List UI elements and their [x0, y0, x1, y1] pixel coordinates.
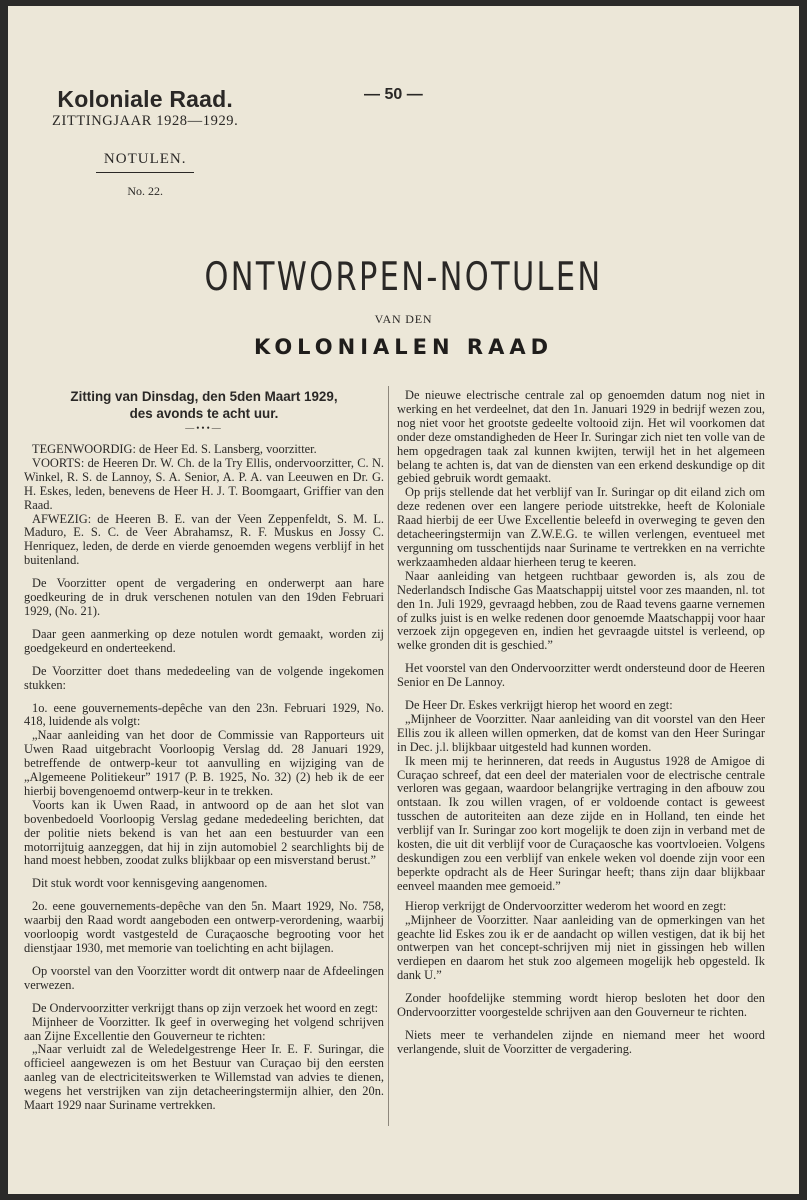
title-connector: VAN DEN	[374, 312, 433, 326]
paragraph-referral: Op voorstel van den Voorzitter wordt dit ontwerp naar de Afdeelingen verwezen.	[24, 963, 384, 992]
paragraph-depeche-1: 1o. eene gouvernements-depêche van den 23n. Februari 1929, No. 418, luidende als volgt:	[24, 700, 384, 729]
document-page	[8, 6, 799, 1194]
paragraph-letter-cont: De nieuwe electrische centrale zal op genoemden datum nog niet in werking en het verdeelnet, dat den 1n. Januari 1929 in bedrijf wezen zou, nog niet voor het grootste gedeelte voltooid zijn. Het wil voorkomen dat onder deze omstandigheden de Heer Ir. Suringar zich niet ten volle van de hem opgedragen taak zal kunnen kwijten, terwijl het in het algemeen belang te achten is, dat van de diensten van een erkend deskundige op dit gebied gebruik wordt gemaakt.	[397, 388, 765, 486]
council-name-banner: KOLONIALEN RAAD	[253, 335, 554, 359]
paragraph-opening: De Voorzitter opent de vergadering en onderwerpt aan hare goedkeuring de in druk verschenen notulen van den 19den Februari 1929, (No. 21).	[24, 576, 384, 618]
sitting-heading	[24, 388, 384, 422]
paragraph-letter-request: Op prijs stellende dat het verblijf van Ir. Suringar op dit eiland zich om deze redenen over een langere periode uitstrekke, heeft de Koloniale Raad hierbij de eer Uwe Excellentie beleefd in overweging te geven den detacheeringstermijn van Z.W.E.G. te willen verlengen, eventueel met vergunning om tusschentijds naar Suriname te vertrekken en na verrichte werkzaamheden aldaar hierheen terug te keeren.	[397, 485, 765, 569]
paragraph-approval: Daar geen aanmerking op deze notulen wordt gemaakt, worden zij goedgekeurd en onderteekend.	[24, 626, 384, 655]
paragraph-absent: AFWEZIG: de Heeren B. E. van der Veen Zeppenfeldt, S. M. L. Maduro, E. S. C. de Veer Abrahamsz, R. F. Muskus en Jossy C. Henriquez, leden, de derde en vierde genoemden wegens verblijf in het buitenland.	[24, 511, 384, 568]
sitting-date: Zitting van Dinsdag, den 5den Maart 1929,	[70, 389, 338, 404]
right-column	[397, 389, 765, 1057]
page-number: — 50 —	[364, 86, 423, 103]
left-column	[24, 388, 384, 1113]
paragraph-incoming-documents: De Voorzitter doet thans mededeeling van de volgende ingekomen stukken:	[24, 663, 384, 692]
masthead	[52, 86, 238, 198]
ornament-divider: —•••—	[185, 423, 223, 433]
column-divider	[388, 386, 389, 1126]
issue-number: No. 22.	[127, 184, 164, 198]
paragraph-eskes-intro: De Heer Dr. Eskes verkrijgt hierop het woord en zegt:	[405, 698, 673, 713]
paragraph-vice-chair-reply: „Mijnheer de Voorzitter. Naar aanleiding van de opmerkingen van het geachte lid Eskes zou ik er de aandacht op willen vestigen, dat ik bij het ontwerpen van het concept-schrijven mij niet in gissingen heb willen verdiepen en daarom het stuk zoo algemeen mogelijk heb opgesteld. Ik dank U.”	[397, 912, 765, 983]
paragraph-letter-start: „Naar verluidt zal de Weledelgestrenge Heer Ir. E. F. Suringar, die officieel aangewezen is om het Bestuur van Curaçao bij den eersten aanleg van de electriciteitswerken te Willemstad van advies te dienen, wegens het verstrijken van zijn detacheeringstermijn alhier, den 20n. Maart 1929 naar Suriname vertrekken.	[24, 1042, 384, 1113]
document-title: ONTWORPEN-NOTULEN	[204, 255, 603, 300]
minutes-label: NOTULEN.	[103, 151, 187, 167]
paragraph-letter-gas: Naar aanleiding van hetgeen ruchtbaar geworden is, als zou de Nederlandsch Indische Gas Maatschappij uitstel voor zes maanden, nl. tot den 1n. Juli 1929, gevraagd hebben, zou de Raad tevens gaarne vernemen of zulks juist is en welke redenen door genoemde Maatschappij voor haar verzoek zijn opgegeven en, indien het gevraagde uitstel is verleend, op welke gronden dit is geschied.”	[397, 568, 765, 653]
paragraph-acknowledged: Dit stuk wordt voor kennisgeving aangenomen.	[32, 876, 268, 891]
paragraph-seconded: Het voorstel van den Ondervoorzitter werdt ondersteund door de Heeren Senior en De Lannoy.	[397, 661, 765, 690]
paragraph-vice-chair: De Ondervoorzitter verkrijgt thans op zijn verzoek het woord en zegt:	[32, 1000, 379, 1015]
paragraph-attendance: TEGENWOORDIG: de Heer Ed. S. Lansberg, voorzitter.	[32, 442, 317, 456]
paragraph-also-present: VOORTS: de Heeren Dr. W. Ch. de la Try Ellis, ondervoorzitter, C. N. Winkel, R. S. de Lannoy, S. A. Senior, A. P. A. van Leeuwen en Dr. G. H. Eskes, leden, benevens de Heer H. J. T. Boomgaart, Griffier van den Raad.	[24, 455, 384, 512]
paragraph-vice-chair-speech: Mijnheer de Voorzitter. Ik geef in overweging het volgend schrijven aan Zijne Excellentie den Gouverneur te richten:	[24, 1014, 384, 1043]
paragraph-eskes-speech: „Mijnheer de Voorzitter. Naar aanleiding van dit voorstel van den Heer Ellis zou ik alleen willen opmerken, dat de komst van den Heer Suringar in Dec. j.l. blijkbaar uitgesteld had kunnen worden.	[397, 711, 765, 754]
paragraph-vice-chair-again: Hierop verkrijgt de Ondervoorzitter wederom het woord en zegt:	[405, 898, 727, 913]
sitting-time: des avonds te acht uur.	[129, 406, 279, 421]
paragraph-depeche-1-quote-cont: Voorts kan ik Uwen Raad, in antwoord op de aan het slot van bovenbedoeld Voorloopig Verslag gedane mededeeling berichten, dat der politie niets bekend is van het aan een bestuurder van een motorrijtuig aanzeggen, dat hij in zijn automobiel 2 searchlights bij de hand moest hebben, zoodat zulks blijkbaar op een misverstand berust.”	[24, 797, 384, 868]
paragraph-decision: Zonder hoofdelijke stemming wordt hierop besloten het door den Ondervoorzitter voorgestelde schrijven aan den Gouverneur te richten.	[397, 991, 765, 1020]
masthead-divider	[96, 172, 194, 173]
session-year: ZITTINGJAAR 1928—1929.	[52, 113, 239, 129]
paragraph-eskes-speech-cont: Ik meen mij te herinneren, dat reeds in Augustus 1928 de Amigoe di Curaçao schreef, dat een deel der materialen voor de electrische centrale verloren was gegaan, waardoor belangrijke vertraging in den afbouw zou ontstaan. Ik zou willen vragen, of er voldoende contact is geweest tusschen de autoriteiten aan deze zijde en in Holland, ten einde het verblijf van Ir. Suringar zoo kort mogelijk te doen zijn in verband met de kosten, die uit dit verblijf voor de Curaçaosche kas voortvloeien. Volgens deskundigen zou een verblijf van enkele weken vol doende zijn voor een beperkte opdracht als de Heer Suringar heeft; thans zijn daar blijkbaar eenveel maanden mee gemoeid.”	[397, 753, 765, 893]
paragraph-depeche-1-quote: „Naar aanleiding van het door de Commissie van Rapporteurs uit Uwen Raad uitgebracht Voorloopig Verslag dd. 28 Januari 1929, betreffende de ontwerp-keur tot aanvulling en wijziging van de „Algemeene Politiekeur” 1917 (P. B. 1925, No. 32) (2) heb ik de eer hierbij bovengenoemd ontwerp-keur in te trekken.	[24, 728, 384, 798]
paragraph-closing: Niets meer te verhandelen zijnde en niemand meer het woord verlangende, sluit de Voorzitter de vergadering.	[397, 1027, 765, 1056]
paragraph-depeche-2: 2o. eene gouvernements-depêche van den 5n. Maart 1929, No. 758, waarbij den Raad wordt aangeboden een ontwerp-verordening, waarbij voorloopig wordt vastgesteld de Curaçaosche begrooting voor het dienstjaar 1930, met memorie van toelichting en acht bijlagen.	[24, 899, 384, 955]
institution-title: Koloniale Raad.	[57, 86, 233, 112]
